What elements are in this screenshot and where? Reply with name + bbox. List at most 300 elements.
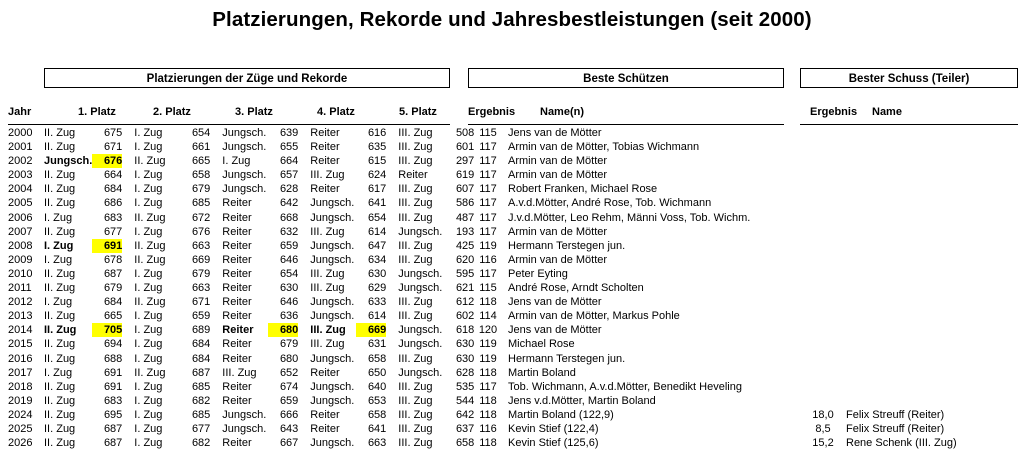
cell-spacer (122, 422, 134, 436)
column-header-place-4: 4. Platz (317, 106, 355, 118)
cell-score-2: 685 (191, 197, 211, 210)
cell-year: 2004 (8, 183, 33, 196)
table-row (468, 422, 750, 436)
cell-score-1: 683 (103, 211, 123, 224)
table-row (468, 154, 750, 168)
cell-result: 118 (479, 296, 497, 309)
cell-names: Jens v.d.Mötter, Martin Boland (508, 394, 656, 407)
cell-spacer (386, 366, 398, 380)
table-row (468, 309, 750, 323)
cell-team-3: Reiter (222, 394, 252, 407)
cell-name: Rene Schenk (III. Zug) (846, 437, 957, 450)
cell-result (800, 337, 846, 351)
cell-spacer (122, 182, 134, 196)
table-row (800, 337, 957, 351)
cell-team-3: III. Zug (222, 366, 257, 379)
cell-score-5: 595 (455, 267, 475, 280)
cell-score-5: 642 (455, 408, 475, 421)
table-row (468, 352, 750, 366)
cell-score-4: 615 (367, 155, 387, 168)
cell-spacer (298, 323, 310, 337)
cell-names: Michael Rose (508, 338, 575, 351)
column-header-place-3: 3. Platz (235, 106, 273, 118)
cell-score-3: 659 (279, 394, 299, 407)
cell-spacer (210, 323, 222, 337)
cell-team-3: Jungsch. (222, 422, 267, 435)
table-row (8, 295, 474, 309)
cell-team-4: Jungsch. (310, 197, 355, 210)
cell-year: 2009 (8, 253, 33, 266)
cell-team-5: III. Zug (398, 437, 433, 450)
cell-spacer (210, 126, 222, 140)
cell-result: 115 (479, 127, 497, 139)
cell-score-4: 617 (367, 183, 387, 196)
cell-spacer (122, 337, 134, 351)
cell-spacer (122, 281, 134, 295)
cell-team-1: I. Zug (44, 253, 73, 266)
cell-team-4: III. Zug (310, 169, 345, 182)
table-row (468, 323, 750, 337)
cell-score-2: 689 (191, 324, 211, 337)
cell-spacer (298, 281, 310, 295)
cell-year: 2011 (8, 282, 32, 295)
cell-team-2: II. Zug (134, 239, 166, 252)
table-row (468, 408, 750, 422)
cell-team-4: Reiter (310, 366, 340, 379)
cell-spacer (298, 394, 310, 408)
column-header-name: Name (872, 106, 902, 118)
cell-score-1: 671 (103, 141, 123, 154)
cell-result (800, 182, 846, 196)
cell-team-4: Jungsch. (310, 253, 355, 266)
cell-team-2: I. Zug (134, 183, 163, 196)
cell-spacer (210, 295, 222, 309)
cell-year: 2002 (8, 155, 33, 168)
cell-team-3: Jungsch. (222, 141, 267, 154)
cell-result (800, 394, 846, 408)
table-row (468, 168, 750, 182)
table-row (800, 182, 957, 196)
table-row (800, 436, 957, 450)
cell-score-5: 658 (455, 437, 475, 450)
cell-year: 2019 (8, 394, 33, 407)
cell-spacer (122, 168, 134, 182)
cell-score-2: 684 (191, 338, 211, 351)
cell-result: 117 (479, 267, 497, 280)
cell-spacer (122, 196, 134, 210)
cell-result (800, 309, 846, 323)
cell-spacer (298, 126, 310, 140)
cell-team-1: II. Zug (44, 127, 76, 139)
cell-team-2: II. Zug (134, 296, 166, 309)
cell-team-1: I. Zug (44, 239, 74, 252)
cell-names: Kevin Stief (122,4) (508, 422, 599, 435)
cell-score-2: 679 (191, 183, 211, 196)
cell-spacer (386, 239, 398, 253)
cell-team-2: I. Zug (134, 437, 163, 450)
cell-score-1: 664 (103, 169, 123, 182)
cell-result (800, 154, 846, 168)
cell-team-4: Reiter (310, 141, 340, 154)
cell-team-1: II. Zug (44, 183, 76, 196)
cell-score-3: 642 (279, 197, 299, 210)
cell-result: 118 (479, 366, 497, 379)
cell-team-3: I. Zug (222, 155, 251, 168)
cell-team-3: Reiter (222, 253, 252, 266)
table-row (8, 239, 474, 253)
cell-score-1: 679 (103, 282, 123, 295)
cell-spacer (210, 408, 222, 422)
cell-spacer (122, 239, 134, 253)
cell-result: 18,0 (812, 408, 834, 421)
cell-team-5: Jungsch. (398, 324, 443, 337)
section-header-row (0, 68, 1024, 90)
cell-score-1: 687 (103, 422, 123, 435)
cell-result (800, 366, 846, 380)
cell-team-5: III. Zug (398, 155, 433, 168)
cell-result: 117 (479, 211, 497, 224)
cell-spacer (386, 126, 398, 140)
cell-score-4: 658 (367, 352, 387, 365)
cell-result: 115 (479, 282, 497, 295)
cell-spacer (386, 408, 398, 422)
cell-team-3: Reiter (222, 324, 254, 337)
cell-team-4: Jungsch. (310, 380, 355, 393)
table-row (800, 126, 957, 140)
cell-score-3: 668 (279, 211, 299, 224)
cell-name (846, 352, 957, 366)
cell-team-5: III. Zug (398, 296, 433, 309)
table-row (800, 211, 957, 225)
cell-team-5: III. Zug (398, 127, 433, 139)
cell-result: 116 (479, 422, 497, 435)
cell-result (800, 253, 846, 267)
table-row (8, 323, 474, 337)
table-row (8, 436, 474, 450)
cell-year: 2000 (8, 127, 33, 139)
cell-score-2: 679 (191, 267, 211, 280)
cell-spacer (298, 182, 310, 196)
cell-team-4: Jungsch. (310, 211, 355, 224)
cell-team-3: Reiter (222, 310, 252, 323)
cell-team-3: Reiter (222, 338, 252, 351)
cell-spacer (386, 352, 398, 366)
table-row (8, 309, 474, 323)
cell-spacer (298, 352, 310, 366)
cell-spacer (298, 422, 310, 436)
cell-team-4: Reiter (310, 422, 340, 435)
cell-spacer (210, 225, 222, 239)
cell-spacer (298, 408, 310, 422)
column-header-year: Jahr (8, 106, 32, 118)
cell-team-1: II. Zug (44, 380, 76, 393)
cell-spacer (122, 126, 134, 140)
cell-score-1: 691 (103, 366, 123, 379)
cell-spacer (122, 323, 134, 337)
cell-spacer (386, 225, 398, 239)
cell-spacer (386, 196, 398, 210)
cell-year: 2024 (8, 408, 33, 421)
best-shot-body (800, 126, 957, 450)
cell-spacer (210, 253, 222, 267)
table-row (800, 408, 957, 422)
cell-team-5: Jungsch. (398, 225, 443, 238)
cell-score-5: 508 (455, 127, 475, 139)
cell-name (846, 196, 957, 210)
cell-year: 2018 (8, 380, 33, 393)
cell-team-4: Jungsch. (310, 296, 355, 309)
table-row (800, 380, 957, 394)
cell-result: 120 (478, 324, 498, 337)
cell-team-1: II. Zug (44, 352, 76, 365)
cell-result (800, 295, 846, 309)
table-row (8, 154, 474, 168)
cell-spacer (122, 380, 134, 394)
column-header-place-2: 2. Platz (153, 106, 191, 118)
cell-team-1: II. Zug (44, 267, 76, 280)
cell-team-5: III. Zug (398, 253, 433, 266)
cell-score-5: 586 (455, 197, 475, 210)
cell-score-5: 601 (455, 141, 475, 154)
cell-team-3: Reiter (222, 296, 252, 309)
table-row (800, 422, 957, 436)
cell-spacer (386, 168, 398, 182)
column-header-row (0, 106, 1024, 122)
cell-result (800, 140, 846, 154)
cell-team-2: I. Zug (134, 394, 163, 407)
cell-score-3: 632 (279, 225, 299, 238)
cell-result: 15,2 (812, 437, 834, 450)
table-row (800, 239, 957, 253)
cell-result (800, 352, 846, 366)
cell-spacer (386, 394, 398, 408)
column-header-result-shot: Ergebnis (810, 106, 858, 118)
cell-team-1: II. Zug (44, 324, 77, 337)
cell-score-3: 666 (279, 408, 299, 421)
cell-score-4: 631 (367, 338, 387, 351)
cell-spacer (386, 422, 398, 436)
cell-team-2: I. Zug (134, 352, 163, 365)
cell-score-4: 614 (367, 225, 387, 238)
cell-spacer (210, 366, 222, 380)
table-row (800, 196, 957, 210)
cell-team-5: III. Zug (398, 197, 433, 210)
cell-spacer (210, 394, 222, 408)
cell-result (800, 281, 846, 295)
divider-placements (8, 124, 450, 125)
cell-score-1: 675 (103, 127, 123, 139)
cell-team-5: III. Zug (398, 183, 433, 196)
table-row (8, 352, 474, 366)
cell-team-2: I. Zug (134, 408, 163, 421)
cell-spacer (210, 239, 222, 253)
cell-name (846, 140, 957, 154)
cell-team-3: Reiter (222, 239, 252, 252)
cell-score-4: 641 (367, 197, 387, 210)
cell-team-2: I. Zug (134, 422, 163, 435)
cell-score-4: 663 (367, 437, 387, 450)
cell-score-3: 643 (279, 422, 299, 435)
cell-spacer (122, 352, 134, 366)
cell-result: 119 (479, 239, 497, 252)
cell-team-3: Jungsch. (222, 169, 267, 182)
cell-spacer (298, 366, 310, 380)
cell-score-5: 602 (455, 310, 475, 323)
cell-result (800, 267, 846, 281)
cell-score-4: 624 (367, 169, 387, 182)
cell-score-1: 684 (103, 183, 123, 196)
column-header-place-5: 5. Platz (399, 106, 437, 118)
cell-score-3: 674 (279, 380, 299, 393)
cell-team-5: III. Zug (398, 408, 433, 421)
cell-name (846, 267, 957, 281)
cell-spacer (298, 380, 310, 394)
cell-team-5: III. Zug (398, 239, 433, 252)
cell-team-3: Jungsch. (222, 127, 267, 139)
table-row (8, 140, 474, 154)
cell-score-1: 676 (92, 154, 122, 168)
column-header-place-1: 1. Platz (78, 106, 116, 118)
cell-name (846, 253, 957, 267)
cell-team-2: I. Zug (134, 141, 163, 154)
cell-spacer (298, 295, 310, 309)
table-row (468, 295, 750, 309)
cell-year: 2015 (8, 338, 33, 351)
cell-spacer (386, 253, 398, 267)
cell-team-2: I. Zug (134, 310, 163, 323)
cell-spacer (298, 140, 310, 154)
cell-score-2: 671 (191, 296, 211, 309)
cell-year: 2013 (8, 310, 33, 323)
cell-spacer (210, 196, 222, 210)
cell-score-2: 685 (191, 408, 211, 421)
cell-score-1: 687 (103, 437, 123, 450)
cell-name (846, 380, 957, 394)
cell-names: André Rose, Arndt Scholten (508, 282, 644, 295)
cell-score-5: 630 (455, 338, 475, 351)
cell-team-1: II. Zug (44, 310, 76, 323)
cell-spacer (298, 253, 310, 267)
cell-score-4: 616 (367, 127, 387, 139)
cell-team-3: Reiter (222, 380, 252, 393)
column-header-names: Name(n) (540, 106, 585, 118)
cell-team-2: I. Zug (134, 380, 163, 393)
cell-spacer (386, 211, 398, 225)
table-row (468, 394, 750, 408)
cell-team-5: Jungsch. (398, 338, 443, 351)
cell-names: Jens van de Mötter (508, 324, 602, 337)
cell-spacer (386, 281, 398, 295)
cell-team-5: Jungsch. (398, 267, 443, 280)
cell-name (846, 281, 957, 295)
cell-team-1: II. Zug (44, 422, 76, 435)
table-row (800, 168, 957, 182)
cell-name: Felix Streuff (Reiter) (846, 408, 945, 421)
cell-result (800, 380, 846, 394)
cell-team-3: Reiter (222, 197, 252, 210)
cell-team-4: Jungsch. (310, 352, 355, 365)
cell-score-2: 676 (191, 225, 211, 238)
cell-team-1: I. Zug (44, 296, 73, 309)
cell-team-1: II. Zug (44, 437, 76, 450)
cell-team-4: III. Zug (310, 338, 345, 351)
cell-result: 117 (479, 197, 497, 210)
cell-year: 2007 (8, 225, 33, 238)
cell-score-4: 654 (367, 211, 387, 224)
cell-result: 117 (479, 183, 497, 196)
table-row (8, 182, 474, 196)
cell-spacer (122, 267, 134, 281)
placements-body (8, 126, 474, 450)
cell-team-1: II. Zug (44, 394, 76, 407)
cell-spacer (386, 323, 398, 337)
cell-team-4: Jungsch. (310, 394, 355, 407)
cell-team-5: III. Zug (398, 141, 433, 154)
cell-spacer (386, 337, 398, 351)
table-row (800, 295, 957, 309)
cell-score-1: 686 (103, 197, 123, 210)
table-row (800, 140, 957, 154)
cell-score-4: 635 (367, 141, 387, 154)
cell-result (800, 196, 846, 210)
cell-score-3: 667 (279, 437, 299, 450)
cell-score-4: 634 (367, 253, 387, 266)
cell-team-5: III. Zug (398, 394, 433, 407)
cell-name (846, 295, 957, 309)
table-row (8, 422, 474, 436)
cell-score-2: 654 (191, 127, 211, 139)
cell-names: Kevin Stief (125,6) (508, 437, 599, 450)
cell-score-5: 637 (455, 422, 475, 435)
cell-team-1: Jungsch. (44, 155, 93, 168)
table-row (800, 267, 957, 281)
cell-spacer (210, 140, 222, 154)
cell-score-2: 684 (191, 352, 211, 365)
cell-team-4: Reiter (310, 183, 340, 196)
cell-score-4: 658 (367, 408, 387, 421)
table-row (800, 281, 957, 295)
table-row (800, 225, 957, 239)
cell-name: Felix Streuff (Reiter) (846, 422, 945, 435)
cell-team-1: I. Zug (44, 211, 73, 224)
cell-score-1: 705 (92, 323, 122, 337)
cell-score-3: 646 (279, 296, 299, 309)
cell-score-2: 682 (191, 394, 211, 407)
cell-name (846, 168, 957, 182)
cell-score-5: 193 (455, 225, 475, 238)
cell-result (800, 323, 846, 337)
cell-score-3: 652 (279, 366, 299, 379)
cell-team-5: III. Zug (398, 352, 433, 365)
table-row (800, 352, 957, 366)
cell-team-2: I. Zug (134, 324, 163, 337)
cell-team-1: I. Zug (44, 366, 73, 379)
cell-score-5: 612 (455, 296, 475, 309)
cell-spacer (386, 295, 398, 309)
cell-team-4: Jungsch. (310, 310, 355, 323)
table-row (800, 366, 957, 380)
cell-spacer (210, 352, 222, 366)
cell-spacer (122, 253, 134, 267)
cell-score-4: 630 (367, 267, 387, 280)
cell-score-5: 621 (455, 282, 475, 295)
cell-score-2: 665 (191, 155, 211, 168)
cell-team-3: Reiter (222, 352, 252, 365)
section-header-best-shot: Bester Schuss (Teiler) (800, 68, 1018, 88)
placements-table (8, 126, 474, 450)
table-row (468, 182, 750, 196)
cell-score-2: 682 (191, 437, 211, 450)
